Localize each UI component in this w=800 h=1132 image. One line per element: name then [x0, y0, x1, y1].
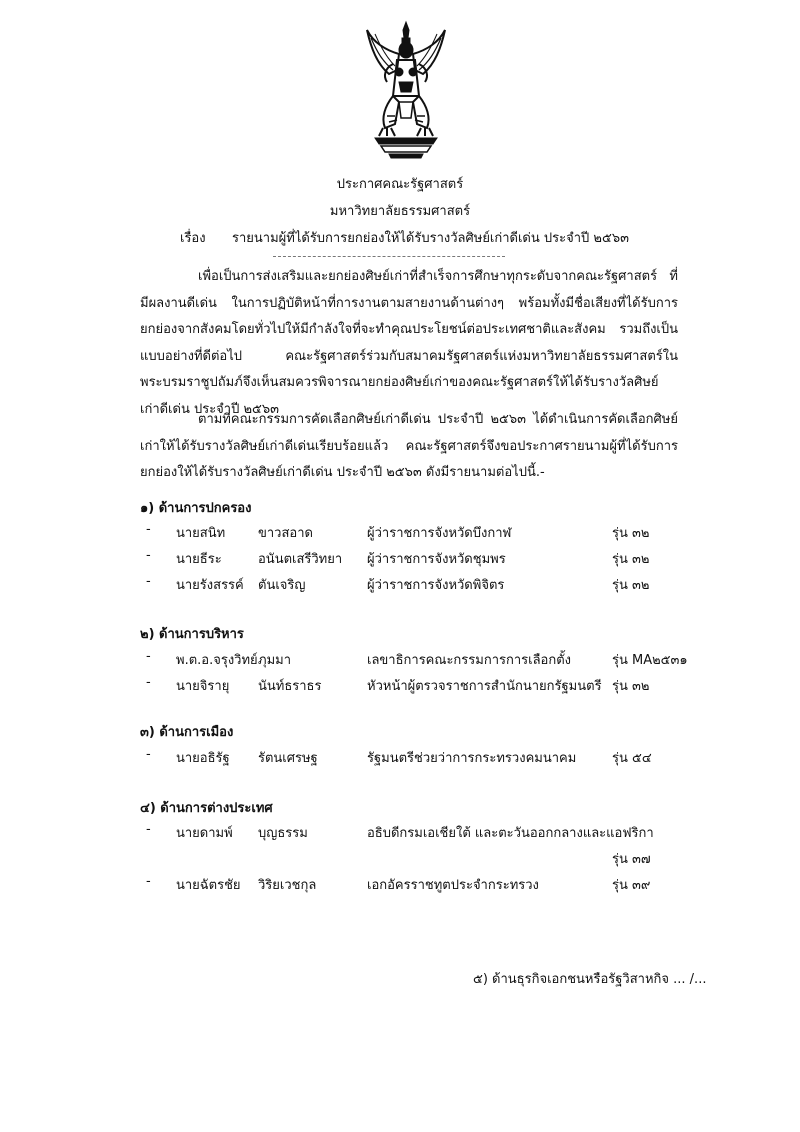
list-dash: - [146, 522, 151, 537]
person-generation: รุ่น ๓๒ [612, 526, 650, 541]
section-title: ๔) ด้านการต่างประเทศ [140, 801, 273, 816]
paragraph: ตามที่คณะกรรมการคัดเลือกศิษย์เก่าดีเด่น ประจำปี ๒๕๖๓ ได้ดำเนินการคัดเลือกศิษย์เก่าให้ได้รับรางวัลศิษย์เก่าดีเด่นเรียบร้อยแล้ว คณะรัฐศาสตร์จึงขอประกาศรายนามผู้ที่ได้รับการยกย่องให้ได้รับรางวัลศิษย์เก่าดีเด่น ประจำปี ๒๕๖๓ ดังมีรายนามต่อไปนี้.- [140, 412, 678, 481]
person-position: เอกอัครราชทูตประจำกระทรวง [367, 878, 539, 893]
person-surname: บุญธรรม [258, 826, 308, 841]
subject-line [180, 227, 629, 248]
list-item [0, 822, 800, 870]
list-dash: - [146, 822, 151, 837]
list-dash: - [146, 548, 151, 563]
divider-line [273, 256, 505, 257]
person-position: ผู้ว่าราชการจังหวัดพิจิตร [367, 578, 505, 593]
list-dash: - [146, 649, 151, 664]
paragraph: เพื่อเป็นการส่งเสริมและยกย่องศิษย์เก่าที่สำเร็จการศึกษาทุกระดับจากคณะรัฐศาสตร์ ที่มีผลงานดีเด่น ในการปฏิบัติหน้าที่การงานตามสายงานด้านต่างๆ พร้อมทั้งมีชื่อเสียงที่ได้รับการยกย่องจากสังคมโดยทั่วไปให้มีกำลังใจที่จะทำคุณประโยชน์ต่อประเทศชาติและสังคม รวมถึงเป็นแบบอย่างที่ดีต่อไป คณะรัฐศาสตร์ร่วมกับสมาคมรัฐศาสตร์แห่งมหาวิทยาลัยธรรมศาสตร์ในพระบรมราชูปถัมภ์จึงเห็นสมควรพิจารณายกย่องศิษย์เก่าของคณะรัฐศาสตร์ให้ได้รับรางวัลศิษย์เก่าดีเด่น ประจำปี ๒๕๖๓ [140, 269, 678, 417]
person-position: รัฐมนตรีช่วยว่าการกระทรวงคมนาคม [367, 751, 577, 766]
list-item [0, 522, 800, 546]
person-position: อธิบดีกรมเอเชียใต้ และตะวันออกกลางและแอฟริกา [367, 826, 654, 841]
person-generation: รุ่น ๓๒ [612, 679, 650, 694]
list-item [0, 747, 800, 771]
university-name: มหาวิทยาลัยธรรมศาสตร์ [329, 204, 471, 219]
person-generation: รุ่น ๓๒ [612, 578, 650, 593]
person-position: หัวหน้าผู้ตรวจราชการสำนักนายกรัฐมนตรี [367, 679, 602, 694]
person-generation: รุ่น ๓๒ [612, 552, 650, 567]
list-item [0, 649, 800, 673]
person-position: เลขาธิการคณะกรรมการการเลือกตั้ง [367, 653, 572, 668]
person-name: นายอธิรัฐ [176, 751, 230, 766]
person-surname: ตันเจริญ [258, 578, 306, 593]
person-name: พ.ต.อ.จรุงวิทย์ [176, 653, 258, 668]
subject-text: รายนามผู้ที่ได้รับการยกย่องให้ได้รับรางวัลศิษย์เก่าดีเด่น ประจำปี ๒๕๖๓ [232, 231, 629, 246]
subject-label: เรื่อง [180, 231, 206, 246]
list-item [0, 874, 800, 898]
announcement-title: ประกาศคณะรัฐศาสตร์ [336, 177, 464, 192]
list-dash: - [146, 747, 151, 762]
list-dash: - [146, 874, 151, 889]
person-generation: รุ่น ๓๙ [612, 878, 651, 893]
person-generation: รุ่น ๓๗ [612, 852, 651, 867]
list-item [0, 574, 800, 598]
person-name: นายฉัตรชัย [176, 878, 241, 893]
person-surname: ภุมมา [258, 653, 292, 668]
person-surname: รัตนเศรษฐ [258, 751, 318, 766]
section-title: ๑) ด้านการปกครอง [140, 501, 252, 516]
person-name: นายจิรายุ [176, 679, 230, 694]
person-name: นายรังสรรค์ [176, 578, 244, 593]
section-title: ๒) ด้านการบริหาร [140, 627, 244, 642]
continuation-note: ๕) ด้านธุรกิจเอกชนหรือรัฐวิสาหกิจ ... /... [473, 972, 707, 987]
person-surname: วิริยเวชกุล [258, 878, 317, 893]
list-dash: - [146, 675, 151, 690]
person-surname: นันท์ธราธร [258, 679, 322, 694]
person-position: ผู้ว่าราชการจังหวัดชุมพร [367, 552, 506, 567]
person-generation: รุ่น ๕๔ [612, 751, 652, 766]
person-name: นายสนิท [176, 526, 226, 541]
garuda-emblem [365, 20, 447, 160]
section-title: ๓) ด้านการเมือง [140, 725, 234, 740]
person-surname: ขาวสอาด [258, 526, 313, 541]
person-name: นายดามพ์ [176, 826, 233, 841]
person-name: นายธีระ [176, 552, 222, 567]
person-generation: รุ่น MA๒๕๓๑ [612, 653, 688, 668]
person-surname: อนันตเสรีวิทยา [258, 552, 343, 567]
person-position: ผู้ว่าราชการจังหวัดบึงกาฬ [367, 526, 512, 541]
list-item [0, 675, 800, 699]
list-dash: - [146, 574, 151, 589]
list-item [0, 548, 800, 572]
